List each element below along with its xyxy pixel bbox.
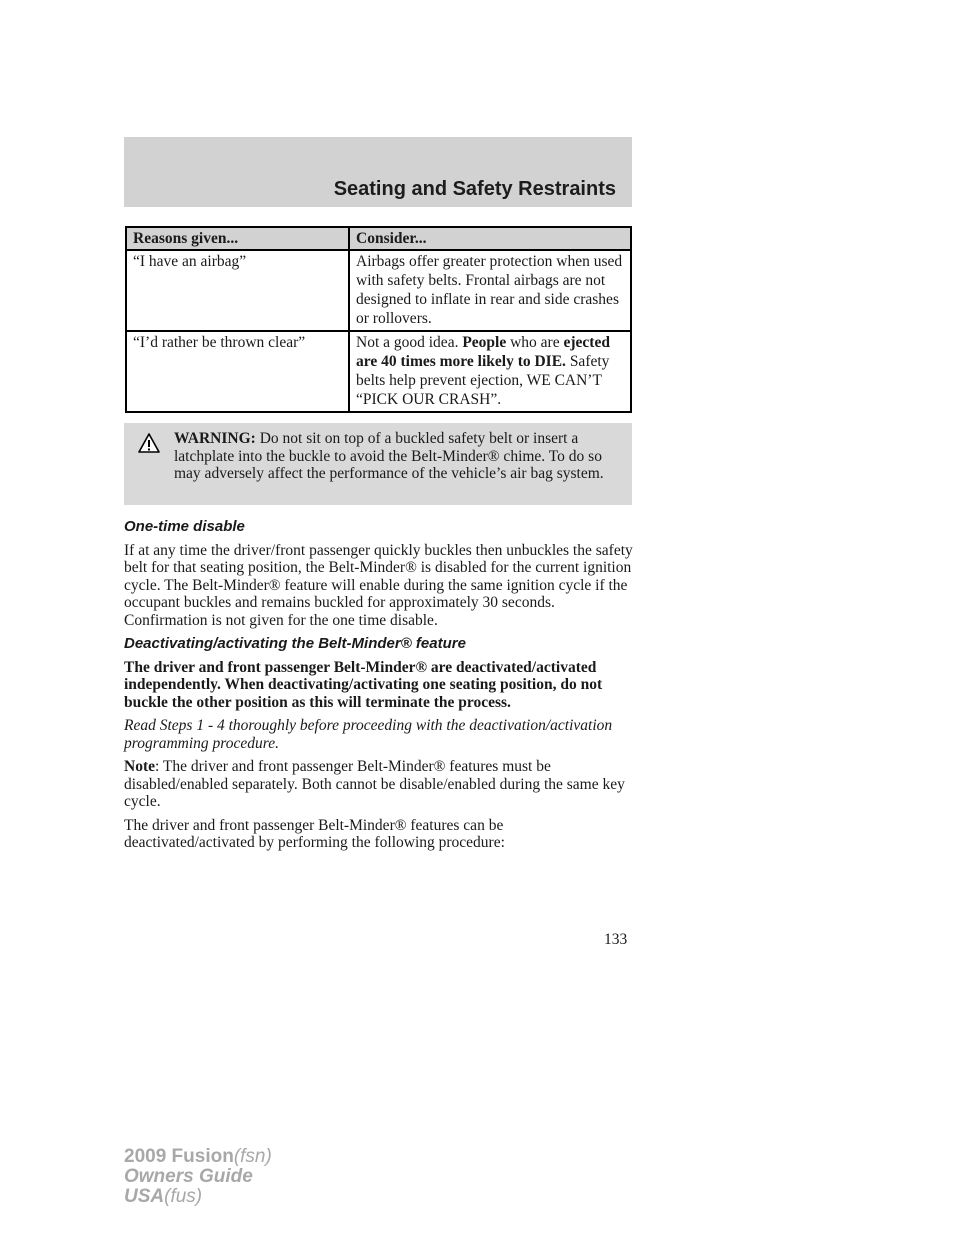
note-paragraph [124,758,634,811]
col-header-reasons: Reasons given... [126,227,349,250]
consider-cell: Airbags offer greater protection when used with safety belts. Frontal airbags are not designed to inflate in rear and side crashes or rollovers. [349,250,631,331]
consider-cell [349,331,631,412]
section-title: Seating and Safety Restraints [333,178,616,200]
page-number: 133 [604,931,628,948]
footer-doc-id [124,1147,272,1207]
note-text: : The driver and front passenger Belt-Minder® features must be disabled/enabled separately. Both cannot be disable/enabled during the same key cycle. [124,758,625,810]
table-row [126,331,631,412]
footer-region: USA [124,1186,165,1207]
warning-label: WARNING: [174,430,256,447]
consider-bold: People [462,334,507,351]
warning-box [124,423,632,505]
footer-model-code: (fsn) [233,1146,272,1167]
warning-icon [138,433,160,453]
footer-region-code: (fus) [164,1186,203,1207]
warning-text [129,430,622,483]
one-time-disable-heading: One-time disable [124,518,245,535]
read-steps-note: Read Steps 1 - 4 thoroughly before proceeding with the deactivation/activation programming procedure. [124,717,613,752]
main-content [124,518,634,858]
consider-text: Not a good idea. [356,334,463,351]
bold-instruction [124,659,634,712]
procedure-intro: The driver and front passenger Belt-Minder® features can be deactivated/activated by performing the following procedure: [124,816,505,851]
warning-body: Do not sit on top of a buckled safety belt or insert a latchplate into the buckle to avoid the Belt-Minder® chime. To do so may adversely affect the performance of the vehicle’s air bag system. [174,430,604,482]
consider-bold: ejected are 40 times more likely to DIE. [356,334,610,370]
footer-model: 2009 Fusion [124,1146,234,1167]
header-band [124,137,632,207]
reasons-table [125,226,632,413]
reason-cell: “I’d rather be thrown clear” [126,331,349,412]
deactivating-heading: Deactivating/activating the Belt-Minder® feature [124,635,466,652]
table-header-row [126,227,631,250]
reason-cell: “I have an airbag” [126,250,349,331]
one-time-disable-body: If at any time the driver/front passenger quickly buckles then unbuckles the safety belt for that seating position, the Belt-Minder® is disabled for the current ignition cycle. The Belt-Minder® feature will enable during the same ignition cycle if the occupant buckles and remains buckled for approximately 30 seconds. Confirmation is not given for the one time disable. [124,541,633,629]
consider-text: Safety belts help prevent ejection, WE CAN’T “PICK OUR CRASH”. [356,353,610,408]
table-row [126,250,631,331]
note-label: Note [124,758,155,775]
bold-instruction-text: The driver and front passenger Belt-Minder® are deactivated/activated independently. When deactivating/activating one seating position, do not buckle the other position as this will terminate the process. [124,658,603,711]
footer-guide: Owners Guide [124,1166,253,1187]
consider-text: who are [506,334,564,351]
col-header-consider: Consider... [349,227,631,250]
